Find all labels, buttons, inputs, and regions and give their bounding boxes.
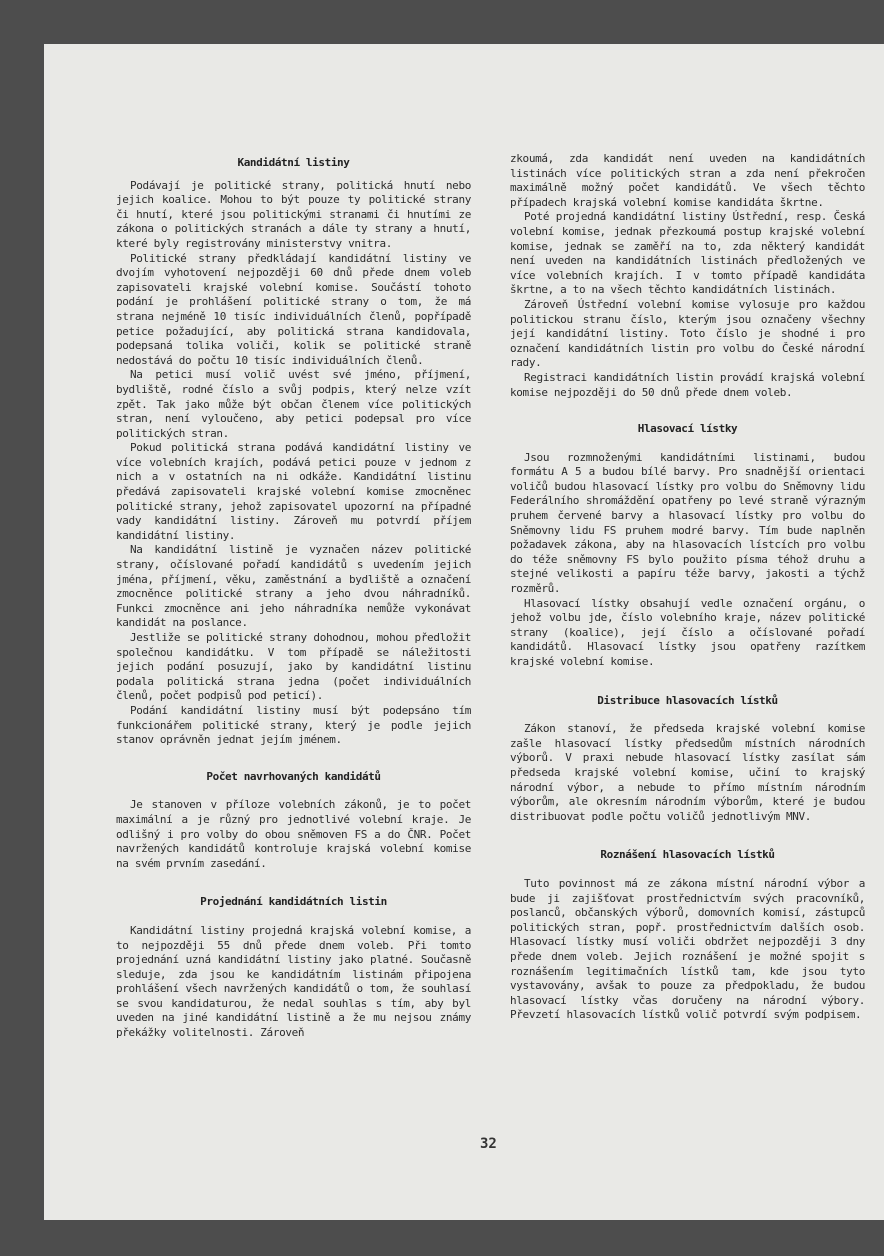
paragraph: Registraci kandidátních listin provádí krajská volební komise nejpozději do 50 dnů přede dnem voleb.	[510, 370, 865, 399]
paragraph: Pokud politická strana podává kandidátní listiny ve více volebních krajích, podává petici pouze v jednom z nich a v ostatních na ni odkáže. Kandidátní listinu předává zapisovateli krajské volební komise zmocněnec politické strany, jehož zapisovatel upozorní na případné vady kandidátní listiny. Zároveň mu potvrdí příjem kandidátní listiny.	[116, 441, 471, 542]
paragraph: Hlasovací lístky obsahují vedle označení orgánu, o jehož volbu jde, číslo volebního kraje, název politické strany (koalice), její číslo a očíslované pořadí kandidátů. Hlasovací lístky jsou opatřeny razítkem krajské volební komise.	[510, 596, 865, 668]
paragraph: Jestliže se politické strany dohodnou, mohou předložit společnou kandidátku. V tom případě se náležitosti jejich podání posuzují, jako by kandidátní listinu podala politická strana jedna (počet individuálních členů, počet podpisů pod peticí).	[116, 631, 471, 703]
paragraph: Politické strany předkládají kandidátní listiny ve dvojím vyhotovení nejpozději 60 dnů přede dnem voleb zapisovateli krajské volební komise. Součástí tohoto podání je prohlášení politické strany o tom, že má strana nejméně 10 tisíc individuálních členů, popřípadě petice požadující, aby politická strana kandidovala, podepsaná tolika voliči, kolik se politické straně nedostává do počtu 10 tisíc individuálních členů.	[116, 251, 471, 367]
paragraph: Je stanoven v příloze volebních zákonů, je to počet maximální a je různý pro jednotlivé volební kraje. Je odlišný i pro volby do obou sněmoven FS a do ČNR. Počet navržených kandidátů kontroluje krajská volební komise na svém prvním zasedání.	[116, 798, 471, 870]
paragraph: Poté projedná kandidátní listiny Ústřední, resp. Česká volební komise, jednak přezkoumá postup krajské volební komise, jednak se zaměří na to, zda některý kandidát není uveden na kandidátních listinách předložených ve více volebních krajích. I v tomto případě kandidáta škrtne, a to na všech těchto kandidátních listinách.	[510, 210, 865, 297]
heading-hlasovaci-listky: Hlasovací lístky	[637, 422, 738, 436]
paragraph: Podávají je politické strany, politická hnutí nebo jejich koalice. Mohou to být pouze ty politické strany či hnutí, které jsou politickými stranami či hnutími ze zákona o politických stranách a dále ty strany a hnutí, které byly registrovány ministerstvy vnitra.	[116, 178, 471, 250]
paragraph: Kandidátní listiny projedná krajská volební komise, a to nejpozději 55 dnů přede dnem voleb. Při tomto projednání uzná kandidátní listiny jako platné. Současně sleduje, zda jsou ke kandidátním listinám připojena prohlášení všech navržených kandidátů o tom, že souhlasí se svou kandidaturou, že nedal souhlas s tím, aby byl uveden na jiné kandidátní listině a že mu nejsou známy překážky volitelnosti. Zároveň	[116, 923, 471, 1040]
heading-kandidatni-listiny: Kandidátní listiny	[237, 156, 350, 169]
heading-projednani: Projednání kandidátních listin	[200, 895, 387, 909]
paragraph: Na petici musí volič uvést své jméno, příjmení, bydliště, rodné číslo a svůj podpis, který nelze vzít zpět. Tak jako může být občan členem více politických stran, není vyloučeno, aby petici podepsal pro více politických stran.	[116, 368, 471, 440]
left-column	[116, 152, 471, 1041]
heading-roznaseni: Roznášení hlasovacích lístků	[600, 848, 775, 862]
paragraph: zkoumá, zda kandidát není uveden na kandidátních listinách více politických stran a zda není překročen maximálně možný počet kandidátů. Ve všech těchto případech krajská volební komise kandidáta škrtne.	[510, 152, 865, 209]
page-number: 32	[480, 1136, 497, 1152]
heading-pocet-kandidatu: Počet navrhovaných kandidátů	[206, 769, 381, 783]
heading-distribuce: Distribuce hlasovacích lístků	[597, 693, 778, 707]
document-page	[44, 44, 884, 1220]
paragraph: Zároveň Ústřední volební komise vylosuje pro každou politickou stranu číslo, kterým jsou označeny všechny její kandidátní listiny. Toto číslo je shodné i pro označení kandidátních listin pro volbu do České národní rady.	[510, 297, 865, 370]
paragraph: Tuto povinnost má ze zákona místní národní výbor a bude ji zajišťovat prostřednictvím svých pracovníků, poslanců, občanských výborů, domovních komisí, zástupců politických stran, popř. prostřednictvím dalších osob. Hlasovací lístky musí voliči obdržet nejpozději 3 dny přede dnem voleb. Jejich roznášení je možné spojit s roznášením legitimačních lístků tam, kde jsou tyto vystavovány, avšak to pouze za předpokladu, že budou hlasovací lístky včas doručeny na národní výbory. Převzetí hlasovacích lístků volič potvrdí svým podpisem.	[510, 876, 865, 1022]
paragraph: Na kandidátní listině je vyznačen název politické strany, očíslované pořadí kandidátů s uvedením jejich jména, příjmení, věku, zaměstnání a bydliště a označení zmocněnce politické strany a jeho dvou náhradníků. Funkci zmocněnce ani jeho náhradníka nemůže vykonávat kandidát na poslance.	[116, 543, 471, 630]
paragraph: Jsou rozmnoženými kandidátními listinami, budou formátu A 5 a budou bílé barvy. Pro snadnější orientaci voličů budou hlasovací lístky pro volbu do Sněmovny lidu Federálního shromáždění opatřeny po levé straně výrazným pruhem červené barvy a hlasovací lístky pro volbu do Sněmovny lidu FS pruhem modré barvy. Tím bude naplněn požadavek zákona, aby na hlasovacích lístcích pro volbu do téže sněmovny FS bylo použito písma téhož druhu a stejné velikosti a papíru téže barvy, jakosti a týchž rozměrů.	[510, 450, 865, 596]
paragraph: Zákon stanoví, že předseda krajské volební komise zašle hlasovací lístky předsedům místních národních výborů. V praxi nebude hlasovací lístky zasílat sám předseda krajské volební komise, učiní to krajský národní výbor, a nebude to přímo místním národním výborům, ale okresním národním výborům, které je budou distribuovat podle počtu voličů jednotlivým MNV.	[510, 722, 865, 823]
paragraph: Podání kandidátní listiny musí být podepsáno tím funkcionářem politické strany, který je podle jejich stanov oprávněn jednat jejím jménem.	[116, 703, 471, 747]
right-column	[510, 152, 865, 1023]
